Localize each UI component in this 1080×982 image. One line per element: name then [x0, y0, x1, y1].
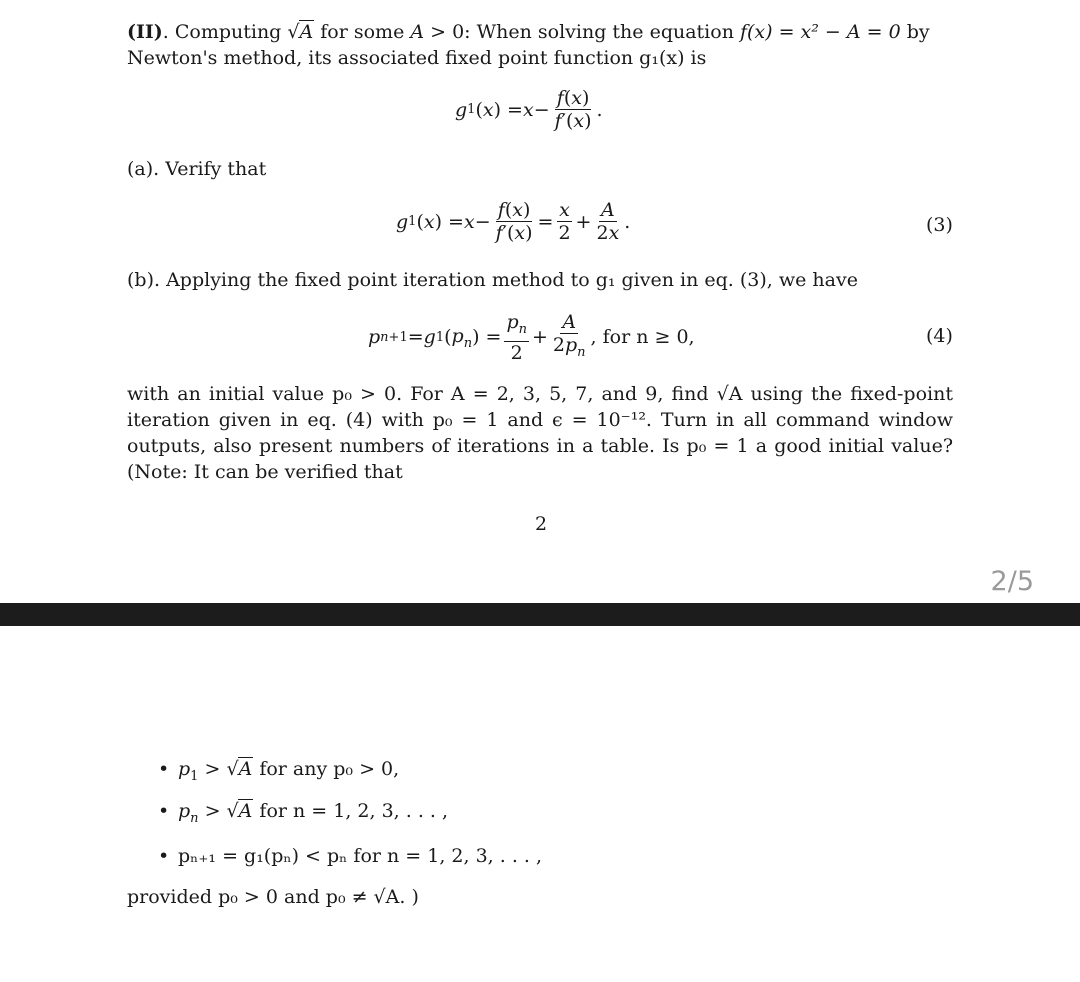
intro-text-b: for some: [314, 21, 411, 43]
intro-text-a: . Computing: [162, 21, 288, 43]
section-intro-line-2: Newton's method, its associated fixed point function g₁(x) is: [127, 47, 707, 69]
equation-3: g 1 ( x ) = x − $\frac{f(x)}{f'(x)}$ = $\frac{x}{2}$ + $\frac{A}{2x}$ .: [396, 199, 631, 244]
intro-text-c: > 0: When solving the equation: [424, 21, 740, 43]
bullet-item-1: • $p_1 > √A$ for any p₀ > 0,: [158, 758, 400, 784]
page-indicator: 2/5: [990, 566, 1034, 597]
equation-g1-definition: g 1 ( x ) = x − $\frac{f(x)}{f'(x)}$ .: [455, 87, 603, 132]
pdf-page-3: [0, 626, 1080, 982]
part-b-body-text: with an initial value p₀ > 0. For A = 2, 3, 5, 7, and 9, find √A using the fixed-point iteration given in eq. (4) with p₀ = 1 and ϵ = 10⁻¹². Turn in all command window outputs, also present numbers of iterations in a table. Is p₀ = 1 a good initial value? (Note: It can be verified that: [127, 383, 953, 483]
equation-4-number: (4): [926, 325, 953, 347]
section-label: (II): [127, 21, 163, 43]
page-separator-bar: [0, 603, 1080, 626]
section-intro-line: (II). Computing √A for some A > 0: When solving the equation f(x) = x² − A = 0 by: [127, 21, 930, 43]
closing-text: provided p₀ > 0 and p₀ ≠ √A. ): [127, 886, 419, 908]
bullet-1-text: for any p₀ > 0,: [253, 758, 400, 780]
equation-f: f(x) = x² − A = 0: [739, 21, 901, 43]
equation-4-condition: , for n ≥ 0,: [590, 326, 695, 349]
bullet-dot: •: [158, 758, 170, 780]
bullet-2-text: for n = 1, 2, 3, . . . ,: [253, 800, 449, 822]
bullet-dot: •: [158, 845, 170, 867]
equation-3-number: (3): [926, 214, 953, 236]
intro-text-d: by: [900, 21, 930, 43]
bullet-3-text: pₙ₊₁ = g₁(pₙ) < pₙ for n = 1, 2, 3, . . . ,: [178, 845, 543, 867]
bullet-dot: •: [158, 800, 170, 822]
part-a-label: (a). Verify that: [127, 158, 267, 180]
page-number: 2: [535, 513, 548, 535]
equation-4: p n+1 = g 1 ( $p_n$ ) = $\frac{p_n}{2}$ + $\frac{A}{2p_n}$ , for n ≥ 0,: [368, 311, 695, 364]
part-b-label: (b). Applying the fixed point iteration method to g₁ given in eq. (3), we have: [127, 269, 858, 291]
bullet-item-2: • $p_n > √A$ for n = 1, 2, 3, . . . ,: [158, 800, 449, 826]
sqrt-a: √A: [287, 21, 314, 43]
bullet-item-3: [158, 845, 542, 867]
